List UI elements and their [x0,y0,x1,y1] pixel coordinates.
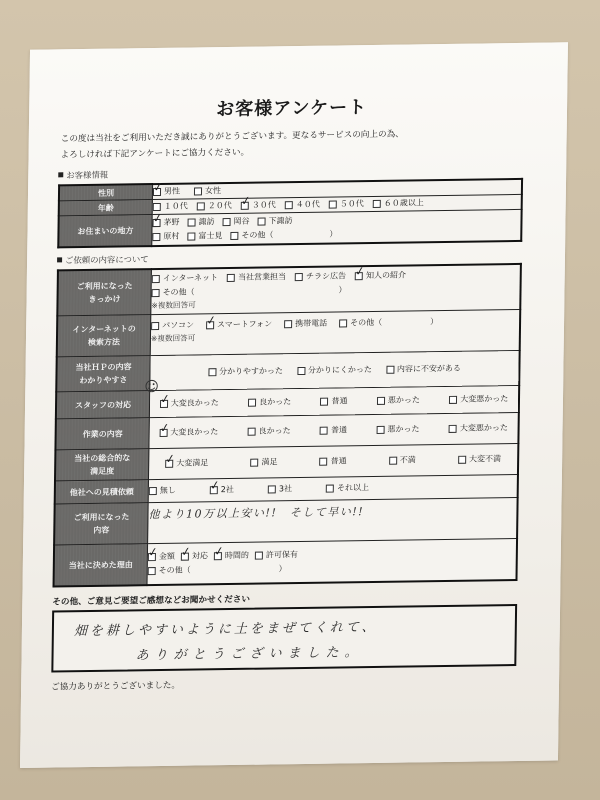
check-icon: ✓ [158,391,171,407]
checkbox-smartphone[interactable]: ✓ スマートフォン [205,312,273,330]
row-reason [54,539,518,587]
checkbox-search-other[interactable]: その他（ ） [339,315,438,330]
checkbox-flyer[interactable]: チラシ広告 [295,269,346,284]
document-title: お客様アンケート [216,97,368,121]
check-icon: ✓ [180,543,192,560]
label-website: 当社ＨＰの内容 わかりやすさ [56,356,150,392]
handwritten-comment-line-2: ありがとうございました。 [135,645,364,664]
label-trigger: ご利用になった きっかけ [57,269,151,316]
checkbox-sales-rep[interactable]: 当社営業担当 [227,270,286,285]
checkbox-mobile[interactable]: 携帯電話 [284,317,327,332]
comments-box[interactable] [51,604,517,673]
row-search-method [57,309,521,356]
checkbox-work-normal[interactable]: 普通 [320,423,347,437]
checkbox-okaya[interactable]: 岡谷 [222,215,249,229]
checkbox-staff-normal[interactable]: 普通 [320,394,347,408]
checkbox-female[interactable]: 女性 [194,184,221,198]
checkbox-work-good[interactable]: 良かった [248,424,291,439]
label-gender: 性別 [59,184,153,201]
handwritten-content-answer[interactable]: 他より10万以上安い!! そして早い!! [148,505,365,522]
square-bullet-icon [57,257,62,262]
customer-info-table [57,178,523,249]
checkbox-3-companies[interactable]: 3社 [268,482,292,496]
check-icon: ✓ [147,544,159,560]
checkbox-response[interactable]: ✓ 対応 [180,543,208,561]
checkbox-referral[interactable]: ✓ 知人の紹介 [354,263,407,281]
intro-line-1: この度は当社をご利用いただき誠にありがとうございます。更なるサービスの向上の為、 [60,129,404,145]
label-region: お住まいの地方 [58,215,152,248]
checkbox-easy[interactable]: 分かりやすかった [208,364,283,379]
checkbox-sat-normal[interactable]: 普通 [320,454,347,468]
checkbox-male[interactable]: ✓ 男性 [152,179,181,196]
checkbox-age-10s[interactable]: １０代 [153,200,188,214]
checkbox-pc[interactable]: パソコン [151,318,194,333]
check-icon: ✓ [151,210,164,226]
check-icon: ✓ [209,477,221,493]
row-content [54,497,518,544]
checkbox-reason-other[interactable]: その他（ ） [148,562,287,578]
label-staff: スタッフの対応 [56,391,150,419]
label-work: 作業の内容 [55,418,149,450]
check-icon: ✓ [152,179,164,195]
checkbox-2-companies[interactable]: ✓ 2社 [209,477,234,495]
website-options [150,361,518,380]
checkbox-satisfied[interactable]: 満足 [250,455,277,469]
checkbox-work-bad[interactable]: 悪かった [376,422,419,437]
checkbox-shimosuwa[interactable]: 下諏訪 [257,214,292,228]
checkbox-chino[interactable]: ✓ 茅野 [151,210,180,227]
multiple-answers-note: ※複数回答可 [151,300,196,311]
satisfaction-options [149,452,517,471]
checkbox-age-50s[interactable]: ５０代 [329,197,364,211]
checkbox-staff-very-good[interactable]: ✓ 大変良かった [158,391,219,408]
section-heading-customer: お客様情報 [58,163,523,181]
checkbox-staff-good[interactable]: 良かった [248,395,291,410]
checkbox-staff-very-bad[interactable]: 大変悪かった [449,392,508,407]
checkbox-haramura[interactable]: 原村 [152,230,179,244]
work-options [150,421,518,440]
other-quotes-options [149,479,517,498]
check-icon: ✓ [240,193,252,209]
checkbox-staff-bad[interactable]: 悪かった [377,393,420,408]
checkbox-dissatisfied[interactable]: 不満 [389,453,416,467]
intro-text [60,125,523,163]
intro-line-2: よろしければ下記アンケートにご協力ください。 [60,147,250,161]
check-icon: ✓ [164,451,177,467]
checkbox-price[interactable]: ✓ 金額 [147,544,175,562]
checkbox-hard[interactable]: 分かりにくかった [297,363,372,378]
label-age: 年齢 [59,200,153,216]
checkbox-suwa[interactable]: 諏訪 [187,215,214,229]
checkbox-work-very-bad[interactable]: 大変悪かった [449,421,508,436]
checkbox-fujimi[interactable]: 富士見 [187,229,222,243]
check-icon: ✓ [213,543,225,559]
label-search-method: インターネットの 検索方法 [57,315,151,357]
checkbox-very-dissatisfied[interactable]: 大変不満 [458,452,501,467]
row-trigger [57,264,521,316]
checkbox-internet[interactable]: インターネット [152,271,218,286]
comments-heading: その他、ご意見ご要望ご感想などお聞かせください [52,594,251,608]
checkbox-more[interactable]: それ以上 [326,481,369,496]
checkbox-age-60plus[interactable]: ６０歳以上 [373,196,424,211]
label-satisfaction: 当社の総合的な 満足度 [55,449,149,481]
multiple-answers-note: ※複数回答可 [150,333,196,344]
checkbox-worried[interactable]: 内容に不安がある [386,362,461,377]
smiley-doodle-icon: ☺ [144,378,159,396]
square-bullet-icon [58,172,63,177]
checkbox-timing[interactable]: ✓ 時間的 [213,543,249,561]
label-reason: 当社に決めた理由 [54,544,148,587]
checkbox-very-satisfied[interactable]: ✓ 大変満足 [164,451,209,468]
checkbox-license[interactable]: 許可保有 [255,548,298,563]
label-content: ご利用になった 内容 [54,503,148,545]
survey-paper [20,42,568,768]
checkbox-age-30s[interactable]: ✓ ３０代 [240,193,276,210]
staff-options [150,392,518,411]
footer-thanks: ご協力ありがとうございました。 [51,680,181,693]
request-info-table [53,263,522,588]
check-icon: ✓ [205,312,217,328]
section-heading-request: ご依頼の内容について [57,248,522,266]
checkbox-age-20s[interactable]: ２０代 [197,199,232,213]
checkbox-trigger-other[interactable]: その他（ ） [151,283,346,300]
check-icon: ✓ [158,420,171,436]
handwritten-comment-line-1: 畑を耕しやすいように土をまぜてくれて、 [73,619,378,640]
checkbox-age-40s[interactable]: ４０代 [285,198,320,212]
label-other-quotes: 他社への見積依頼 [55,480,149,504]
row-region [58,209,521,247]
checkbox-work-very-good[interactable]: ✓ 大変良かった [158,420,219,437]
check-icon: ✓ [354,263,367,279]
checkbox-region-other[interactable]: その他（ ） [230,227,337,242]
survey-content [51,91,524,693]
checkbox-none[interactable]: 無し [149,484,176,498]
